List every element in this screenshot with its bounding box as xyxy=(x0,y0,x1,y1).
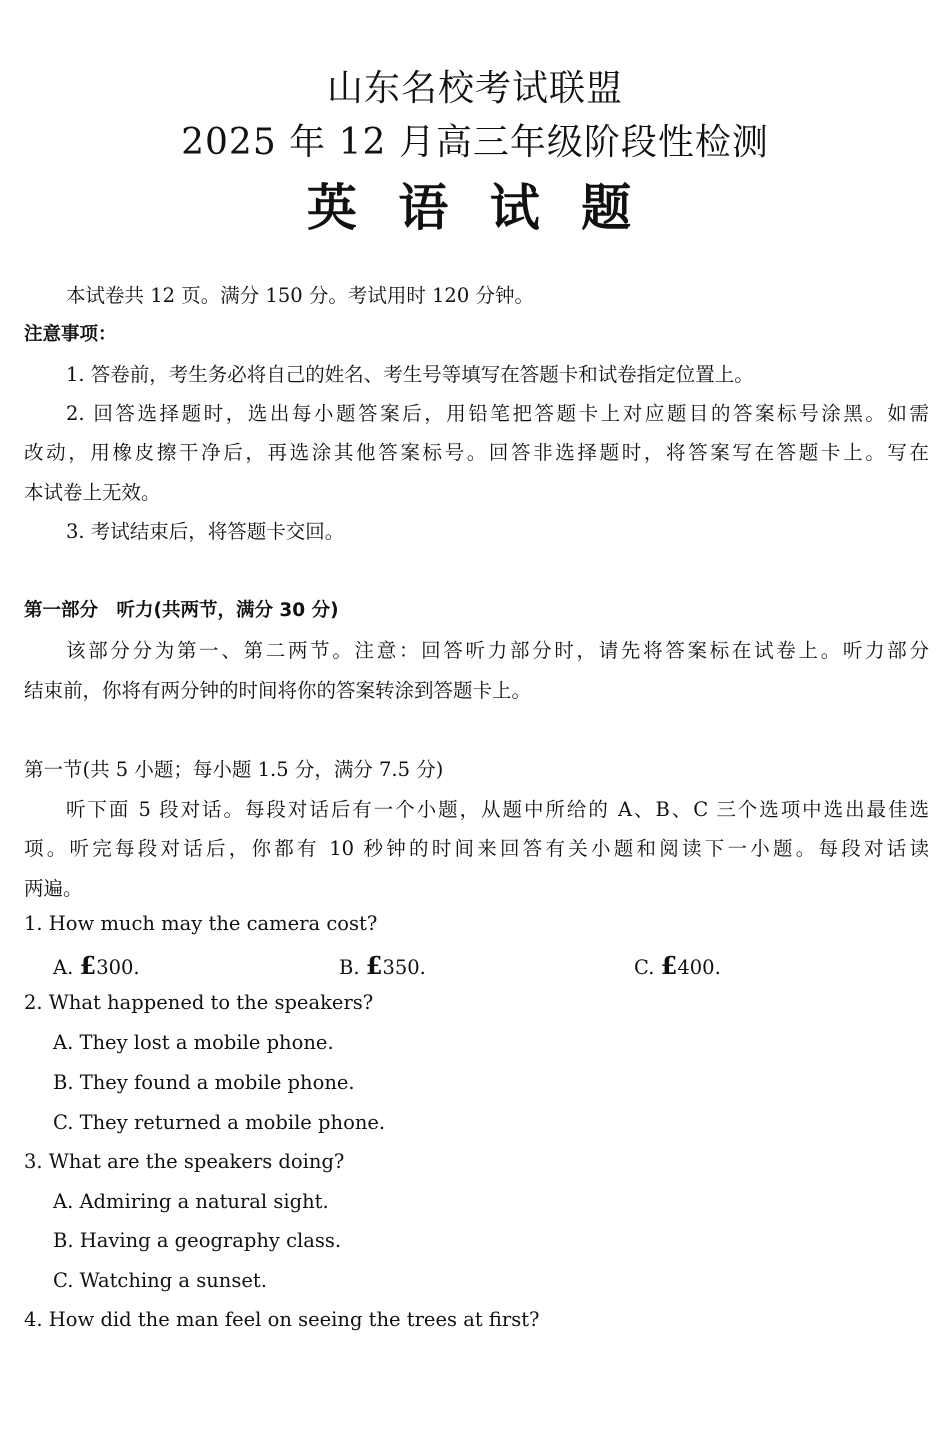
part1-title: 第一部分 听力(共两节，满分 30 分) xyxy=(24,600,339,621)
question-1-option-c xyxy=(634,951,721,980)
exam-title: 2025 年 12 月高三年级阶段性检测 xyxy=(181,122,769,163)
pound-sign: £ xyxy=(660,951,678,980)
option-value: 350. xyxy=(382,956,426,979)
option-label: A. xyxy=(53,956,74,979)
section1-title: 第一节(共 5 小题；每小题 1.5 分，满分 7.5 分) xyxy=(24,758,444,781)
question-3-stem: 3. What are the speakers doing? xyxy=(24,1150,345,1173)
question-2-stem: 2. What happened to the speakers? xyxy=(24,991,374,1014)
section1-desc-line-1: 听下面 5 段对话。每段对话后有一个小题，从题中所给的 A、B、C 三个选项中选出最佳选 xyxy=(66,798,929,821)
pound-sign: £ xyxy=(365,951,383,980)
notes-title: 注意事项： xyxy=(24,324,117,345)
question-4-stem: 4. How did the man feel on seeing the trees at first? xyxy=(24,1308,540,1331)
question-1-option-a xyxy=(53,951,140,980)
question-3-option-b: B. Having a geography class. xyxy=(53,1229,342,1252)
question-2-option-b: B. They found a mobile phone. xyxy=(53,1071,355,1094)
question-1-stem: 1. How much may the camera cost? xyxy=(24,912,378,935)
pound-sign: £ xyxy=(79,951,97,980)
note-3: 3. 考试结束后，将答题卡交回。 xyxy=(66,520,345,543)
option-value: 400. xyxy=(677,956,721,979)
option-value: 300. xyxy=(96,956,140,979)
intro-text: 本试卷共 12 页。满分 150 分。考试用时 120 分钟。 xyxy=(66,284,534,307)
note-1: 1. 答卷前，考生务必将自己的姓名、考生号等填写在答题卡和试卷指定位置上。 xyxy=(66,363,754,386)
subject-title: 英 语 试 题 xyxy=(306,179,644,237)
part1-desc-line-2: 结束前，你将有两分钟的时间将你的答案转涂到答题卡上。 xyxy=(24,679,532,702)
question-2-option-a: A. They lost a mobile phone. xyxy=(53,1031,334,1054)
option-label: C. xyxy=(634,956,655,979)
option-label: B. xyxy=(339,956,360,979)
note-2-line-2: 改动，用橡皮擦干净后，再选涂其他答案标号。回答非选择题时，将答案写在答题卡上。写在 xyxy=(24,441,929,464)
section1-desc-line-3: 两遍。 xyxy=(24,877,83,900)
part1-desc-line-1: 该部分分为第一、第二两节。注意：回答听力部分时，请先将答案标在试卷上。听力部分 xyxy=(66,639,929,662)
question-2-option-c: C. They returned a mobile phone. xyxy=(53,1111,386,1134)
question-1-option-b xyxy=(339,951,426,980)
question-3-option-a: A. Admiring a natural sight. xyxy=(53,1190,329,1213)
note-2-line-3: 本试卷上无效。 xyxy=(24,481,161,504)
question-3-option-c: C. Watching a sunset. xyxy=(53,1269,267,1292)
org-title: 山东名校考试联盟 xyxy=(326,68,623,109)
section1-desc-line-2: 项。听完每段对话后，你都有 10 秒钟的时间来回答有关小题和阅读下一小题。每段对话读 xyxy=(24,837,929,860)
note-2-line-1: 2. 回答选择题时，选出每小题答案后，用铅笔把答题卡上对应题目的答案标号涂黑。如需 xyxy=(66,402,929,425)
